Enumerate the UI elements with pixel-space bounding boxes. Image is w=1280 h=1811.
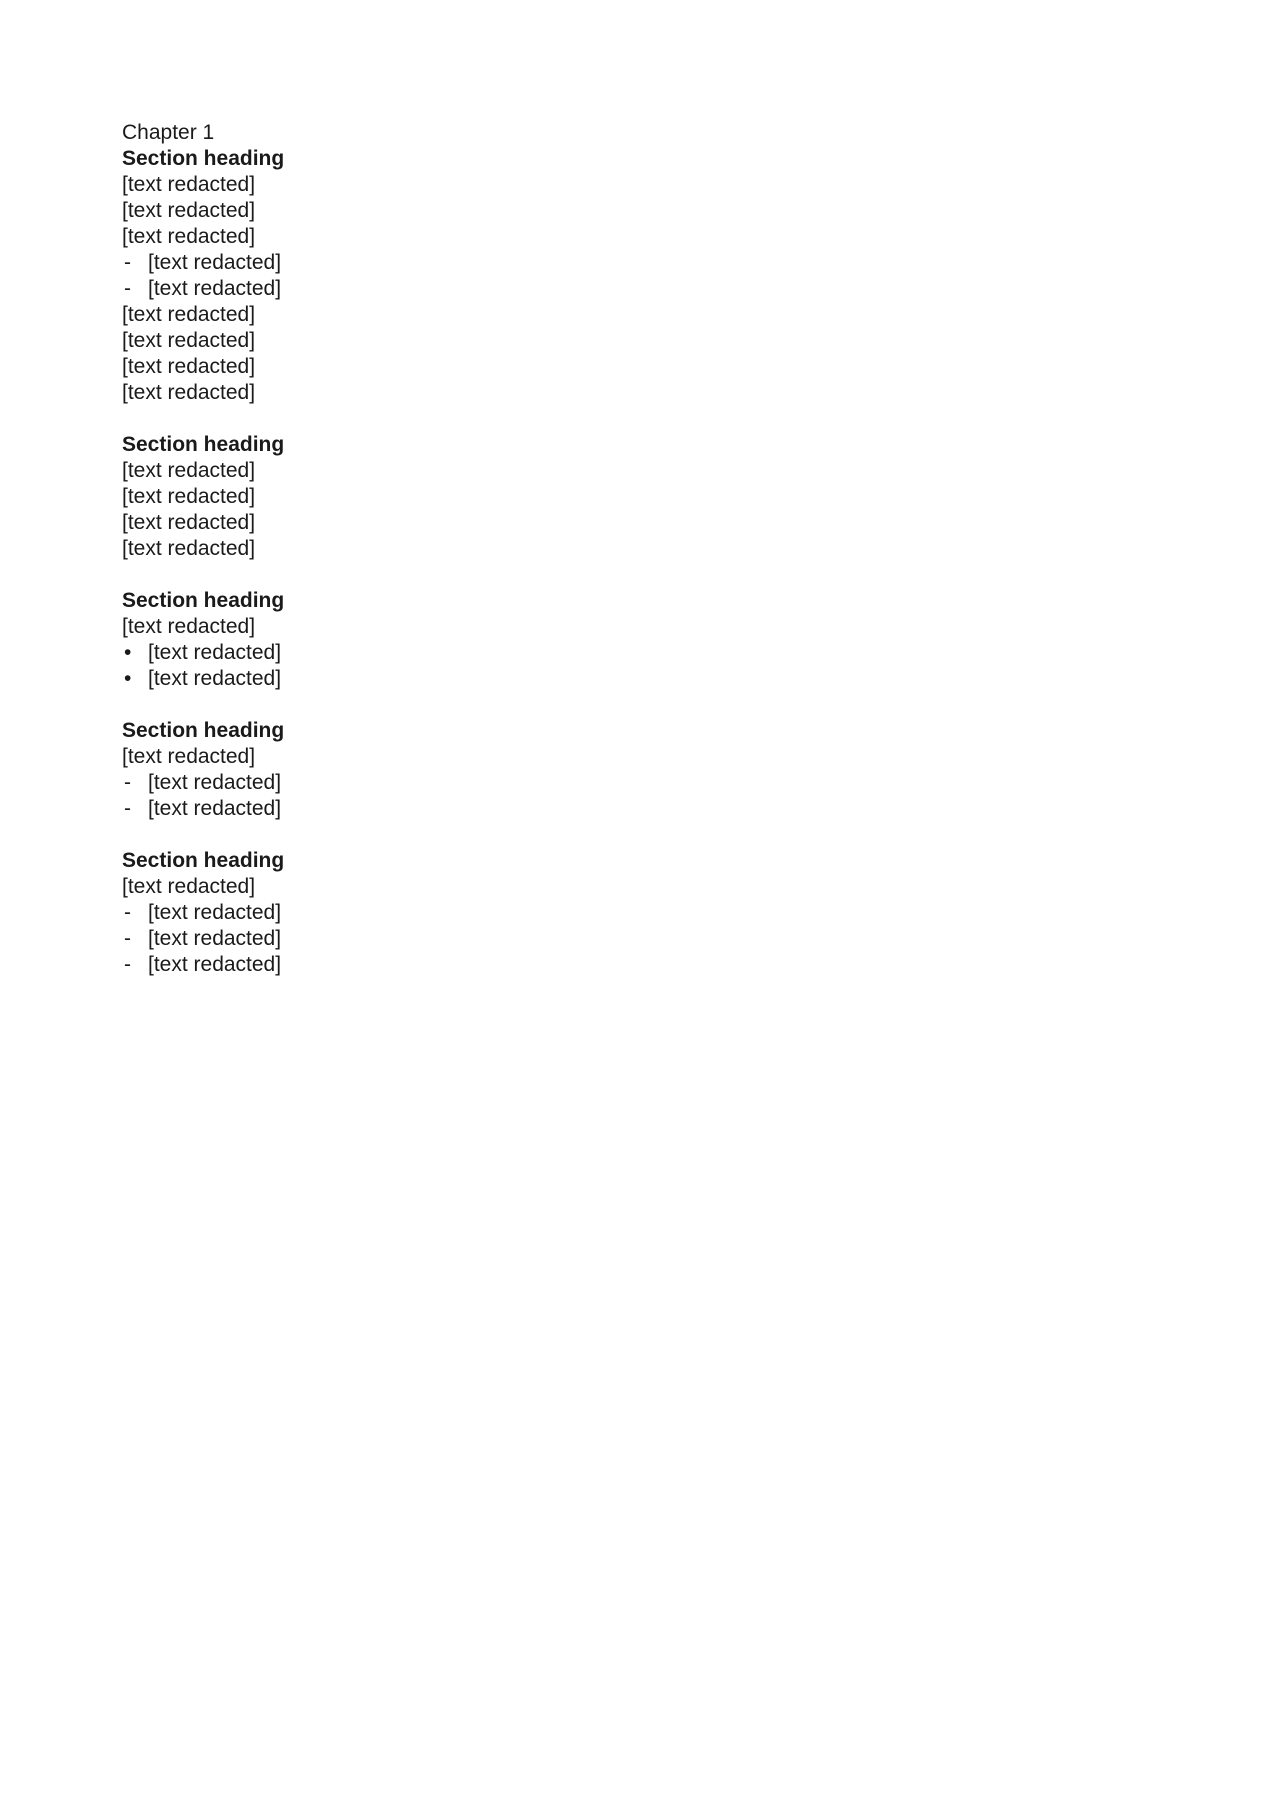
- bullet-list: [122, 640, 1170, 692]
- paragraph: [text redacted]: [122, 355, 256, 378]
- spacer: [122, 406, 1170, 432]
- paragraph: [text redacted]: [122, 745, 256, 768]
- section-heading-3: Section heading: [122, 589, 285, 612]
- list-item: - [text redacted]: [122, 900, 1170, 926]
- list-item: - [text redacted]: [122, 770, 1170, 796]
- paragraph: [text redacted]: [122, 329, 256, 352]
- paragraph: [text redacted]: [122, 615, 256, 638]
- section-heading-2: Section heading: [122, 433, 285, 456]
- paragraph: [text redacted]: [122, 511, 256, 534]
- paragraph: [text redacted]: [122, 303, 256, 326]
- bullet-list: [122, 250, 1170, 302]
- section-heading-5: Section heading: [122, 849, 285, 872]
- spacer: [122, 692, 1170, 718]
- list-item: - [text redacted]: [122, 926, 1170, 952]
- bullet-list: [122, 900, 1170, 978]
- paragraph: [text redacted]: [122, 199, 256, 222]
- paragraph: [text redacted]: [122, 225, 256, 248]
- spacer: [122, 562, 1170, 588]
- list-item: - [text redacted]: [122, 952, 1170, 978]
- paragraph: [text redacted]: [122, 485, 256, 508]
- paragraph: [text redacted]: [122, 381, 256, 404]
- list-item: • [text redacted]: [122, 666, 1170, 692]
- bullet-list: [122, 770, 1170, 822]
- paragraph: [text redacted]: [122, 537, 256, 560]
- chapter-title: Chapter 1: [122, 121, 215, 144]
- list-item: - [text redacted]: [122, 276, 1170, 302]
- paragraph: [text redacted]: [122, 459, 256, 482]
- section-heading-1: Section heading: [122, 147, 285, 170]
- list-item: • [text redacted]: [122, 640, 1170, 666]
- spacer: [122, 822, 1170, 848]
- paragraph: [text redacted]: [122, 875, 256, 898]
- list-item: - [text redacted]: [122, 250, 1170, 276]
- paragraph: [text redacted]: [122, 173, 256, 196]
- list-item: - [text redacted]: [122, 796, 1170, 822]
- section-heading-4: Section heading: [122, 719, 285, 742]
